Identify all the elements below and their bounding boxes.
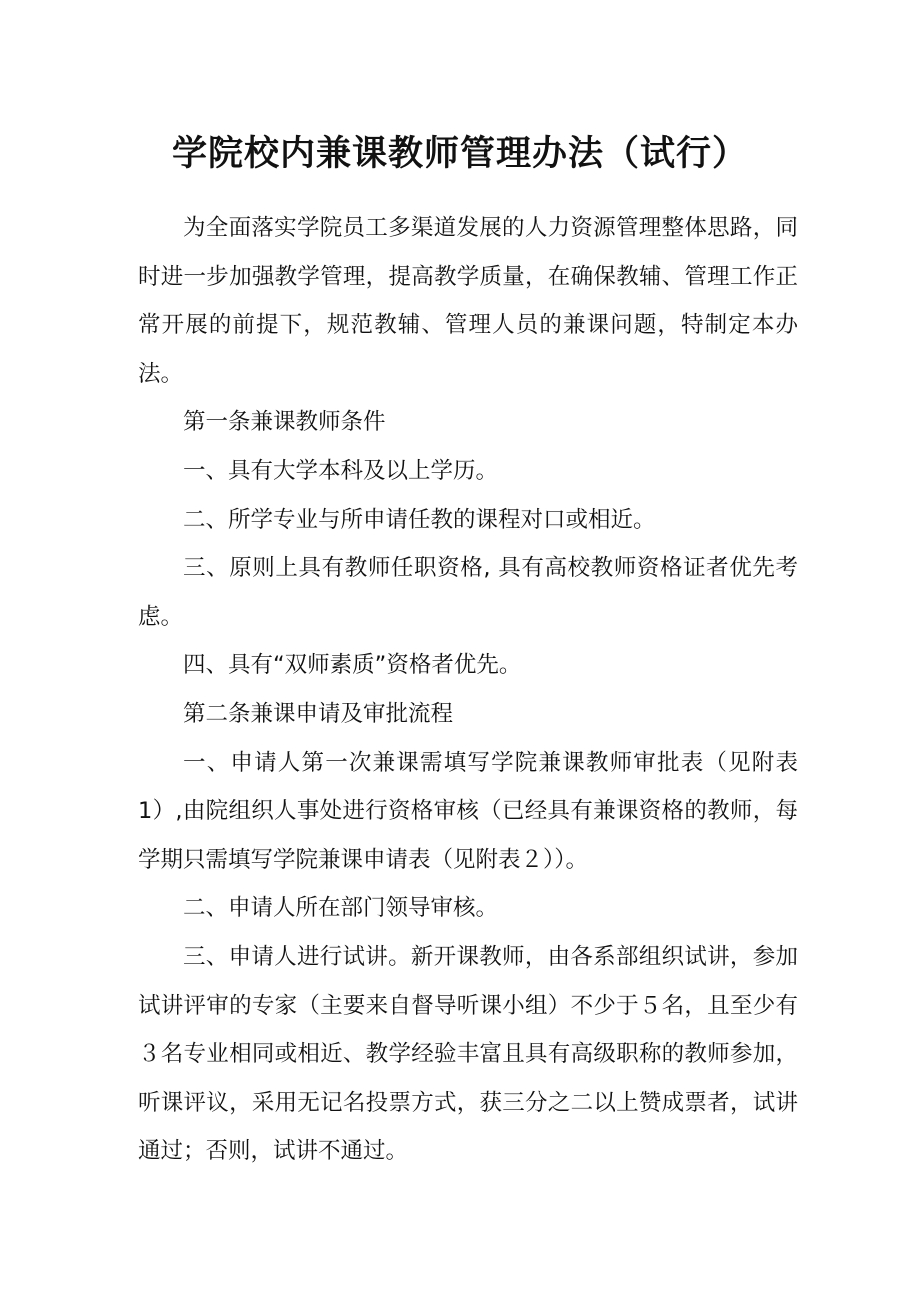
article-1-item-1: 一、具有大学本科及以上学历。 <box>183 457 499 484</box>
article-2-item-3: 三、申请人进行试讲。新开课教师，由各系部组织试讲，参加试讲评审的专家（主要来自督导听课小组）不少于５名，且至少有３名专业相同或相近、教学经验丰富且具有高级职称的教师参加，听课评议，采用无记名投票方式，获三分之二以上赞成票者，试讲通过；否则，试讲不通过。 <box>138 943 798 1165</box>
article-2-item-1: 一、申请人第一次兼课需填写学院兼课教师审批表（见附表1）,由院组织人事处进行资格审核（已经具有兼课资格的教师，每学期只需填写学院兼课申请表（见附表２））。 <box>138 749 798 873</box>
article-1-item-2: 二、所学专业与所申请任教的课程对口或相近。 <box>183 506 656 533</box>
article-2-heading: 第二条兼课申请及审批流程 <box>183 700 454 727</box>
document-body <box>138 204 798 1176</box>
article-2-item-2: 二、申请人所在部门领导审核。 <box>183 895 499 922</box>
article-1-heading: 第一条兼课教师条件 <box>183 409 386 436</box>
document-title: 学院校内兼课教师管理办法（试行） <box>171 133 748 174</box>
article-1-item-3: 三、原则上具有教师任职资格, 具有高校教师资格证者优先考虑。 <box>138 555 798 630</box>
article-1-item-4: 四、具有“双师素质”资格者优先。 <box>183 652 522 679</box>
intro-paragraph: 为全面落实学院员工多渠道发展的人力资源管理整体思路，同时进一步加强教学管理，提高教学质量，在确保教辅、管理工作正常开展的前提下，规范教辅、管理人员的兼课问题，特制定本办法。 <box>138 215 798 387</box>
